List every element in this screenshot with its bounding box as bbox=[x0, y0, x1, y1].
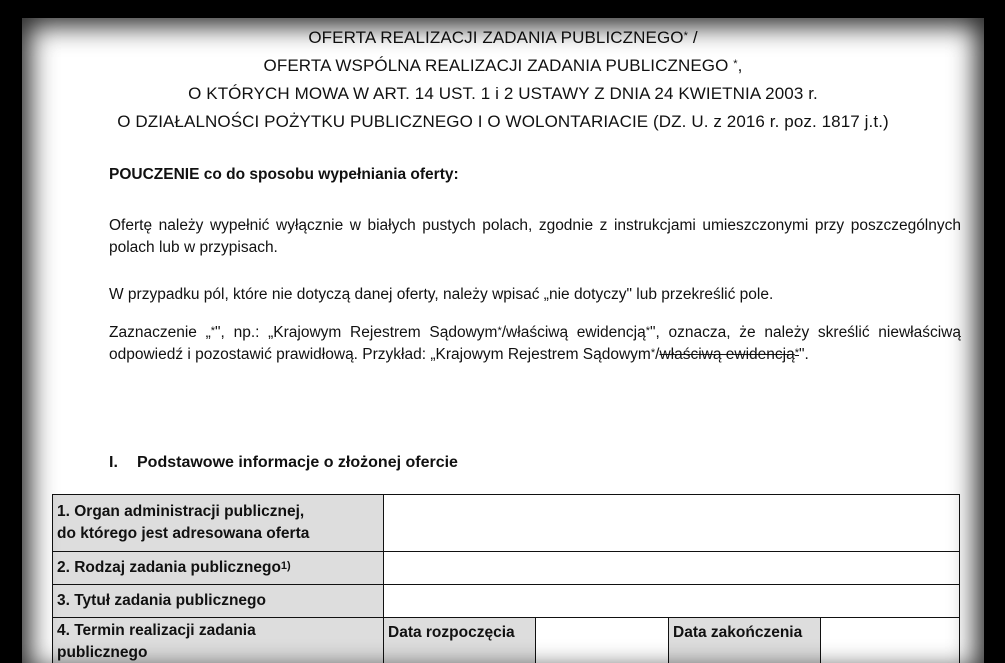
struck-example: właściwą ewidencją* bbox=[659, 346, 799, 363]
end-date-field[interactable] bbox=[821, 618, 960, 663]
title-line-3: O KTÓRYCH MOWA W ART. 14 UST. 1 i 2 USTAWY Z DNIA 24 KWIETNIA 2003 r. bbox=[188, 84, 818, 103]
organ-label: 1. Organ administracji publicznej, do którego jest adresowana oferta bbox=[53, 495, 384, 552]
table-row bbox=[53, 495, 960, 552]
task-title-label: 3. Tytuł zadania publicznego bbox=[53, 585, 384, 618]
task-type-label: 2. Rodzaj zadania publicznego$^{1)}$ bbox=[53, 552, 384, 585]
instructions-paragraph-2: W przypadku pól, które nie dotyczą danej oferty, należy wpisać „nie dotyczy" lub przekreślić pole. bbox=[109, 286, 774, 303]
task-title-field[interactable] bbox=[384, 585, 960, 618]
instructions-paragraph-1: Ofertę należy wypełnić wyłącznie w białych pustych polach, zgodnie z instrukcjami umieszczonymi przy poszczególnych polach lub w przypisach. bbox=[109, 217, 961, 256]
table-row bbox=[53, 585, 960, 618]
deadline-label: 4. Termin realizacji zadania publicznego bbox=[53, 618, 384, 663]
start-date-field[interactable] bbox=[536, 618, 669, 663]
organ-field[interactable] bbox=[384, 495, 960, 552]
table-row bbox=[53, 618, 960, 663]
end-date-label: Data zakończenia bbox=[669, 618, 821, 663]
section-heading: I. Podstawowe informacje o złożonej ofercie bbox=[109, 454, 458, 471]
title-line-2: OFERTA WSPÓLNA REALIZACJI ZADANIA PUBLICZNEGO *, bbox=[263, 56, 743, 75]
document-page bbox=[22, 18, 984, 663]
instructions-paragraph-3: Zaznaczenie „*", np.: „Krajowym Rejestrem Sądowym*/właściwą ewidencją*", oznacza, że należy skreślić niewłaściwą odpowiedź i pozostawić prawidłową. Przykład: „Krajowym Rejestrem Sądowym*/właściwą ewidencją*". bbox=[109, 324, 961, 363]
start-date-label: Data rozpoczęcia bbox=[384, 618, 536, 663]
title-line-4: O DZIAŁALNOŚCI POŻYTKU PUBLICZNEGO I O WOLONTARIACIE (DZ. U. z 2016 r. poz. 1817 j.t.) bbox=[117, 112, 889, 131]
instructions-heading: POUCZENIE co do sposobu wypełniania oferty: bbox=[109, 166, 459, 183]
table-row bbox=[53, 552, 960, 585]
task-type-field[interactable] bbox=[384, 552, 960, 585]
title-line-1: OFERTA REALIZACJI ZADANIA PUBLICZNEGO* / bbox=[308, 28, 698, 47]
basic-info-table bbox=[52, 494, 960, 663]
